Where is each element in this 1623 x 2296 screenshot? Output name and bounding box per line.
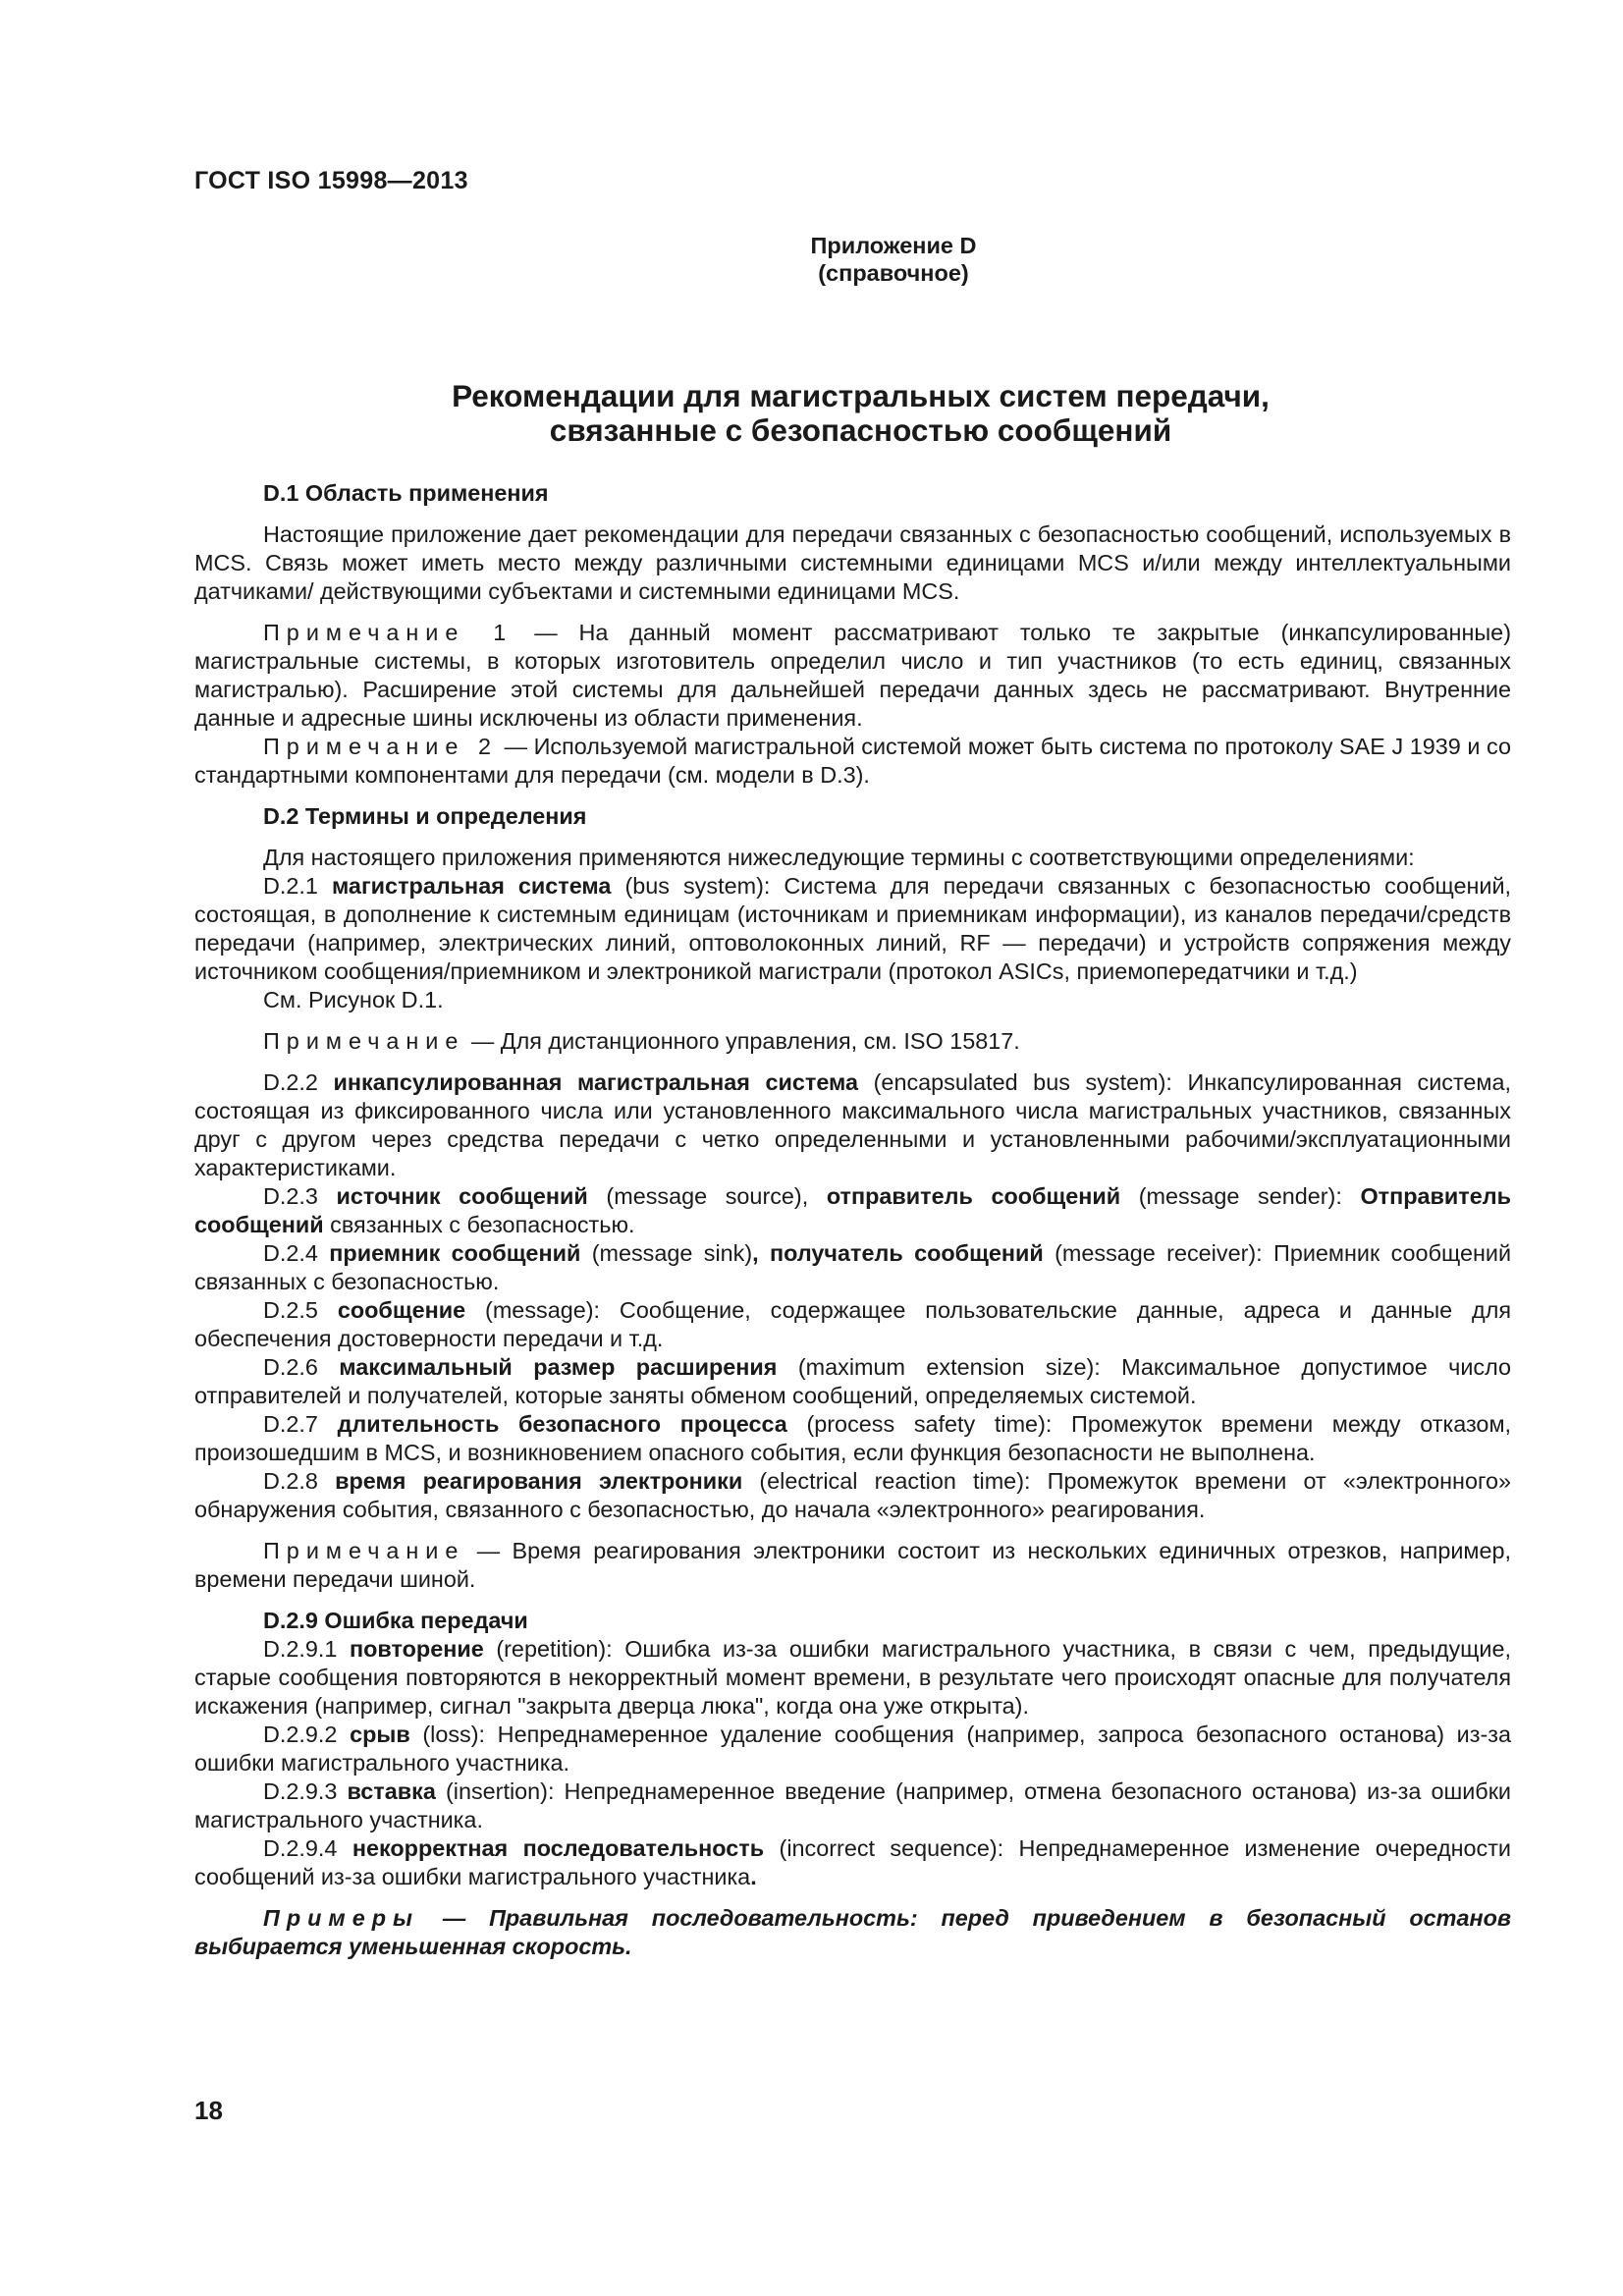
term-d2-7: D.2.7 длительность безопасного процесса (process safety time): Промежуток времени между отказом, произошедшим в MCS, и возникновением опасного события, если функция безопасности не выполнена. (194, 1411, 1512, 1465)
note-label: Примечание (263, 1538, 465, 1563)
examples-note: Примеры — Правильная последовательность: перед приведением в безопасный останов выбирается уменьшенная скорость. (194, 1905, 1511, 1959)
section-heading-d2-9: D.2.9 Ошибка передачи (263, 1608, 528, 1633)
note-label: Примечание 1 (263, 620, 514, 645)
term-d2-9-2: D.2.9.2 срыв (loss): Непреднамеренное удаление сообщения (например, запроса безопасного останова) из-за ошибки магистрального участника. (194, 1722, 1511, 1776)
document-body (194, 479, 1511, 1961)
d1-note-1: Примечание 1 — На данный момент рассматривают только те закрытые (инкапсулированные) магистральные системы, в которых изготовитель определил число и тип участников (то есть единиц, связанных магистралью). Расширение этой системы для дальнейшей передачи данных здесь не рассматривают. Внутренние данные и адресные шины исключены из области применения. (194, 620, 1511, 731)
d1-paragraph: Настоящие приложение дает рекомендации для передачи связанных с безопасностью сообщений, используемых в MCS. Связь может иметь место между различными системными единицами MCS и/или между интеллектуальными датчиками/ действующими субъектами и системными единицами MCS. (194, 521, 1511, 604)
annex-type: (справочное) (818, 260, 969, 286)
note-label: Примечание (263, 1028, 465, 1054)
term-d2-2: D.2.2 инкапсулированная магистральная система (encapsulated bus system): Инкапсулированная система, состоящая из фиксированного числа или установленного максимального числа магистральных участников, связанных друг с другом через средства передачи с четко определенными и установленными рабочими/эксплуатационными характеристиками. (194, 1069, 1511, 1180)
examples-label: Примеры (263, 1905, 419, 1931)
term-d2-1: D.2.1 магистральная система (bus system): Система для передачи связанных с безопасностью сообщений, состоящая, в дополнение к системным единицам (источникам и приемникам информации), из каналов передачи/средств передачи (например, электрических линий, оптоволоконных линий, RF — передачи) и устройств сопряжения между источником сообщения/приемником и электроникой магистрали (протокол ASICs, приемопередатчики и т.д.) (194, 873, 1512, 984)
d2-8-note: Примечание — Время реагирования электроники состоит из нескольких единичных отрезков, например, времени передачи шиной. (194, 1538, 1511, 1592)
term-d2-3: D.2.3 источник сообщений (message source), отправитель сообщений (message sender): Отправитель сообщений связанных с безопасностью. (194, 1183, 1511, 1237)
annex-heading-line1: Рекомендации для магистральных систем передачи, (452, 378, 1270, 413)
term-d2-9-4: D.2.9.4 некорректная последовательность (incorrect sequence): Непреднамеренное изменение очередности сообщений из-за ошибки магистрального участника. (194, 1835, 1511, 1889)
annex-title: Приложение D (810, 233, 977, 258)
note-label: Примечание 2 (263, 734, 498, 759)
document-id: ГОСТ ISO 15998—2013 (194, 167, 468, 194)
d1-note-2: Примечание 2 — Используемой магистральной системой может быть система по протоколу SAE J 1939 и со стандартными компонентами для передачи (см. модели в D.3). (194, 734, 1511, 788)
section-heading-d2: D.2 Термины и определения (263, 803, 587, 829)
annex-label (550, 232, 1237, 287)
term-d2-6: D.2.6 максимальный размер расширения (maximum extension size): Максимальное допустимое число отправителей и получателей, которые заняты обменом сообщений, определяемых системой. (194, 1354, 1512, 1408)
term-d2-5: D.2.5 сообщение (message): Сообщение, содержащее пользовательские данные, адреса и данные для обеспечения достоверности передачи и т.д. (194, 1297, 1512, 1351)
annex-heading (295, 379, 1427, 448)
term-d2-8: D.2.8 время реагирования электроники (electrical reaction time): Промежуток времени от «электронного» обнаружения события, связанного с безопасностью, до начала «электронного» реагирования. (194, 1468, 1512, 1522)
see-figure-ref: См. Рисунок D.1. (263, 987, 444, 1012)
term-d2-9-1: D.2.9.1 повторение (repetition): Ошибка из-за ошибки магистрального участника, в связи с чем, предыдущие, старые сообщения повторяются в некорректный момент времени, в результате чего происходят опасные для получателя искажения (например, сигнал "закрыта дверца люка", когда она уже открыта). (194, 1636, 1511, 1719)
d2-note: Примечание — Для дистанционного управления, см. ISO 15817. (263, 1028, 1020, 1054)
term-d2-9-3: D.2.9.3 вставка (insertion): Непреднамеренное введение (например, отмена безопасного останова) из-за ошибки магистрального участника. (194, 1778, 1511, 1832)
section-heading-d1: D.1 Область применения (263, 480, 549, 506)
annex-heading-line2: связанные с безопасностью сообщений (549, 412, 1172, 448)
page-number: 18 (194, 2096, 223, 2125)
d2-intro: Для настоящего приложения применяются нижеследующие термины с соответствующими определениями: (263, 845, 1415, 870)
term-d2-4: D.2.4 приемник сообщений (message sink), получатель сообщений (message receiver): Приемник сообщений связанных с безопасностью. (194, 1240, 1512, 1294)
